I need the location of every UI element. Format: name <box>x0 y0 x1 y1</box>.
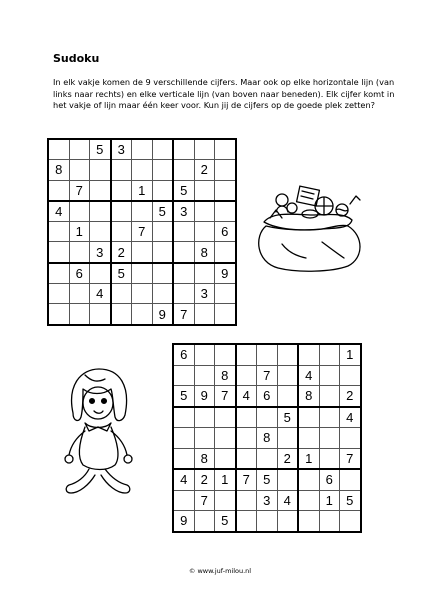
sudoku-cell[interactable]: 4 <box>48 201 69 222</box>
sudoku-cell[interactable] <box>298 407 319 428</box>
sudoku-cell[interactable]: 8 <box>257 428 278 449</box>
sudoku-cell[interactable]: 3 <box>90 242 111 263</box>
sudoku-cell[interactable] <box>319 448 340 469</box>
sudoku-cell[interactable] <box>236 428 257 449</box>
sudoku-cell[interactable] <box>48 222 69 242</box>
sudoku-row <box>48 160 236 180</box>
sudoku-cell[interactable] <box>111 160 132 180</box>
sudoku-cell[interactable] <box>194 222 215 242</box>
sudoku-row <box>48 263 236 284</box>
sudoku-cell[interactable] <box>111 304 132 325</box>
sudoku-cell[interactable]: 2 <box>194 160 215 180</box>
sudoku-cell[interactable]: 6 <box>257 386 278 407</box>
sudoku-cell[interactable]: 6 <box>215 222 236 242</box>
sudoku-cell[interactable] <box>152 263 173 284</box>
sudoku-cell[interactable] <box>173 448 194 469</box>
sudoku-cell[interactable]: 9 <box>215 263 236 284</box>
sudoku-cell[interactable]: 1 <box>319 490 340 511</box>
sudoku-cell[interactable] <box>194 139 215 160</box>
sudoku-cell[interactable] <box>194 304 215 325</box>
sudoku-cell[interactable]: 7 <box>69 180 90 201</box>
sudoku-cell[interactable]: 5 <box>152 201 173 222</box>
sudoku-cell[interactable] <box>215 160 236 180</box>
sudoku-cell[interactable] <box>69 284 90 304</box>
sudoku-cell[interactable] <box>277 469 298 490</box>
sudoku-cell[interactable]: 7 <box>132 222 153 242</box>
sudoku-row <box>48 284 236 304</box>
sudoku-cell[interactable]: 4 <box>236 386 257 407</box>
sudoku-row <box>48 201 236 222</box>
sudoku-cell[interactable]: 3 <box>173 201 194 222</box>
sudoku-cell[interactable] <box>215 180 236 201</box>
sudoku-cell[interactable] <box>236 407 257 428</box>
sudoku-cell[interactable]: 4 <box>277 490 298 511</box>
sudoku-cell[interactable] <box>298 428 319 449</box>
sudoku-cell[interactable] <box>152 242 173 263</box>
sudoku-cell[interactable] <box>132 242 153 263</box>
sudoku-cell[interactable] <box>173 407 194 428</box>
sudoku-cell[interactable] <box>194 365 215 386</box>
sudoku-cell[interactable]: 7 <box>215 386 236 407</box>
sudoku-cell[interactable]: 2 <box>111 242 132 263</box>
sudoku-cell[interactable] <box>277 511 298 532</box>
sudoku-cell[interactable] <box>319 365 340 386</box>
sudoku-cell[interactable]: 3 <box>111 139 132 160</box>
page-title: Sudoku <box>53 52 100 65</box>
sudoku-cell[interactable]: 8 <box>215 365 236 386</box>
sudoku-cell[interactable]: 6 <box>69 263 90 284</box>
sudoku-cell[interactable]: 8 <box>194 448 215 469</box>
sudoku-cell[interactable] <box>298 511 319 532</box>
sudoku-row <box>48 139 236 160</box>
sudoku-cell[interactable] <box>215 344 236 365</box>
doll-illustration <box>57 365 137 497</box>
sudoku-cell[interactable] <box>215 428 236 449</box>
sudoku-cell[interactable] <box>236 344 257 365</box>
sudoku-cell[interactable] <box>48 242 69 263</box>
sudoku-cell[interactable] <box>215 284 236 304</box>
sudoku-cell[interactable]: 7 <box>236 469 257 490</box>
sudoku-cell[interactable] <box>277 344 298 365</box>
sudoku-cell[interactable]: 5 <box>257 469 278 490</box>
sudoku-cell[interactable]: 7 <box>194 490 215 511</box>
sudoku-cell[interactable] <box>340 469 361 490</box>
sudoku-cell[interactable] <box>215 304 236 325</box>
sudoku-cell[interactable] <box>298 469 319 490</box>
sudoku-cell[interactable] <box>111 222 132 242</box>
sudoku-cell[interactable] <box>90 304 111 325</box>
sudoku-row <box>48 242 236 263</box>
sudoku-cell[interactable] <box>173 365 194 386</box>
sudoku-cell[interactable] <box>319 407 340 428</box>
sudoku-cell[interactable] <box>215 407 236 428</box>
sudoku-cell[interactable]: 9 <box>173 511 194 532</box>
sudoku-cell[interactable] <box>173 284 194 304</box>
sudoku-cell[interactable] <box>236 490 257 511</box>
sudoku-cell[interactable] <box>194 428 215 449</box>
sudoku-cell[interactable] <box>173 490 194 511</box>
sudoku-cell[interactable] <box>152 222 173 242</box>
sudoku-cell[interactable] <box>132 304 153 325</box>
sudoku-row <box>173 469 361 490</box>
sudoku-cell[interactable] <box>194 344 215 365</box>
sudoku-cell[interactable] <box>298 344 319 365</box>
sudoku-cell[interactable] <box>236 448 257 469</box>
sudoku-cell[interactable] <box>319 344 340 365</box>
sudoku-row <box>173 407 361 428</box>
sudoku-cell[interactable] <box>173 242 194 263</box>
sudoku-cell[interactable] <box>277 365 298 386</box>
sudoku-cell[interactable] <box>48 263 69 284</box>
sudoku-grid-1 <box>47 138 237 326</box>
sudoku-cell[interactable] <box>277 386 298 407</box>
sudoku-cell[interactable]: 1 <box>69 222 90 242</box>
sudoku-cell[interactable] <box>194 263 215 284</box>
sudoku-cell[interactable] <box>132 263 153 284</box>
sudoku-cell[interactable] <box>69 160 90 180</box>
sudoku-cell[interactable] <box>90 263 111 284</box>
sudoku-cell[interactable] <box>194 511 215 532</box>
sudoku-cell[interactable] <box>257 448 278 469</box>
sudoku-cell[interactable] <box>215 448 236 469</box>
sudoku-cell[interactable] <box>194 201 215 222</box>
sudoku-cell[interactable]: 5 <box>277 407 298 428</box>
sudoku-row <box>173 365 361 386</box>
sudoku-cell[interactable] <box>90 180 111 201</box>
sudoku-cell[interactable] <box>257 407 278 428</box>
sudoku-cell[interactable] <box>215 139 236 160</box>
sudoku-cell[interactable] <box>152 160 173 180</box>
sudoku-cell[interactable] <box>215 201 236 222</box>
sudoku-row <box>48 180 236 201</box>
sudoku-cell[interactable] <box>69 242 90 263</box>
sudoku-cell[interactable] <box>236 511 257 532</box>
sudoku-row <box>173 511 361 532</box>
sudoku-cell[interactable] <box>340 365 361 386</box>
sudoku-cell[interactable]: 2 <box>340 386 361 407</box>
sudoku-row <box>48 222 236 242</box>
sudoku-cell[interactable] <box>194 407 215 428</box>
sudoku-cell[interactable]: 6 <box>173 344 194 365</box>
sudoku-cell[interactable] <box>173 263 194 284</box>
sudoku-cell[interactable] <box>319 386 340 407</box>
sudoku-cell[interactable]: 1 <box>132 180 153 201</box>
sudoku-cell[interactable] <box>132 284 153 304</box>
sudoku-row <box>48 304 236 325</box>
sudoku-cell[interactable] <box>257 344 278 365</box>
sudoku-cell[interactable]: 7 <box>173 304 194 325</box>
sudoku-cell[interactable] <box>48 284 69 304</box>
sudoku-cell[interactable] <box>152 180 173 201</box>
sudoku-cell[interactable] <box>90 201 111 222</box>
sudoku-cell[interactable]: 8 <box>298 386 319 407</box>
sudoku-cell[interactable]: 7 <box>257 365 278 386</box>
sudoku-cell[interactable] <box>298 490 319 511</box>
sudoku-cell[interactable] <box>194 180 215 201</box>
sudoku-cell[interactable]: 1 <box>298 448 319 469</box>
sudoku-row <box>173 344 361 365</box>
sudoku-cell[interactable]: 4 <box>90 284 111 304</box>
sudoku-row <box>173 428 361 449</box>
sudoku-cell[interactable]: 5 <box>173 386 194 407</box>
sudoku-cell[interactable] <box>215 242 236 263</box>
sudoku-row <box>173 448 361 469</box>
sudoku-cell[interactable] <box>111 284 132 304</box>
sudoku-cell[interactable]: 8 <box>194 242 215 263</box>
sudoku-cell[interactable] <box>111 180 132 201</box>
sudoku-cell[interactable] <box>319 428 340 449</box>
sudoku-cell[interactable] <box>152 139 173 160</box>
sudoku-cell[interactable]: 1 <box>340 344 361 365</box>
sudoku-cell[interactable]: 8 <box>48 160 69 180</box>
sudoku-cell[interactable]: 3 <box>194 284 215 304</box>
sudoku-cell[interactable] <box>173 139 194 160</box>
sudoku-cell[interactable] <box>340 511 361 532</box>
sudoku-grid-2 <box>172 343 362 533</box>
sudoku-cell[interactable] <box>152 284 173 304</box>
sudoku-cell[interactable] <box>90 160 111 180</box>
sudoku-cell[interactable] <box>173 222 194 242</box>
sudoku-cell[interactable] <box>132 160 153 180</box>
sudoku-cell[interactable]: 5 <box>111 263 132 284</box>
sudoku-cell[interactable]: 4 <box>298 365 319 386</box>
sudoku-cell[interactable] <box>69 139 90 160</box>
sudoku-cell[interactable]: 4 <box>340 407 361 428</box>
sudoku-cell[interactable] <box>69 304 90 325</box>
sudoku-cell[interactable] <box>319 511 340 532</box>
sudoku-cell[interactable] <box>277 428 298 449</box>
sudoku-cell[interactable]: 5 <box>215 511 236 532</box>
sudoku-cell[interactable]: 9 <box>152 304 173 325</box>
copyright-footer: © www.juf-milou.nl <box>188 567 252 575</box>
sudoku-cell[interactable]: 6 <box>319 469 340 490</box>
sudoku-cell[interactable] <box>132 139 153 160</box>
sudoku-row <box>173 490 361 511</box>
sudoku-cell[interactable] <box>132 201 153 222</box>
sudoku-cell[interactable]: 4 <box>173 469 194 490</box>
sudoku-cell[interactable]: 5 <box>90 139 111 160</box>
sudoku-cell[interactable] <box>340 428 361 449</box>
toy-sack-illustration <box>252 182 366 272</box>
sudoku-cell[interactable] <box>90 222 111 242</box>
sudoku-cell[interactable]: 3 <box>257 490 278 511</box>
sudoku-cell[interactable] <box>48 139 69 160</box>
instructions-text: In elk vakje komen de 9 verschillende cijfers. Maar ook op elke horizontale lijn (van links naar rechts) en elke verticale lijn (van boven naar beneden). Elk cijfer komt in het vakje of lijn maar één keer voor. Kun jij de cijfers op de goede plek zetten? <box>53 77 395 111</box>
sudoku-row <box>173 386 361 407</box>
sudoku-cell[interactable] <box>215 490 236 511</box>
sudoku-cell[interactable] <box>173 160 194 180</box>
sudoku-cell[interactable] <box>173 428 194 449</box>
sudoku-cell[interactable]: 5 <box>173 180 194 201</box>
sudoku-cell[interactable] <box>257 511 278 532</box>
sudoku-cell[interactable] <box>48 180 69 201</box>
sudoku-cell[interactable] <box>236 365 257 386</box>
sudoku-cell[interactable] <box>111 201 132 222</box>
sudoku-cell[interactable] <box>69 201 90 222</box>
sudoku-cell[interactable]: 9 <box>194 386 215 407</box>
sudoku-cell[interactable]: 2 <box>277 448 298 469</box>
sudoku-cell[interactable]: 5 <box>340 490 361 511</box>
sudoku-cell[interactable]: 1 <box>215 469 236 490</box>
sudoku-cell[interactable]: 2 <box>194 469 215 490</box>
sudoku-cell[interactable]: 7 <box>340 448 361 469</box>
sudoku-cell[interactable] <box>48 304 69 325</box>
